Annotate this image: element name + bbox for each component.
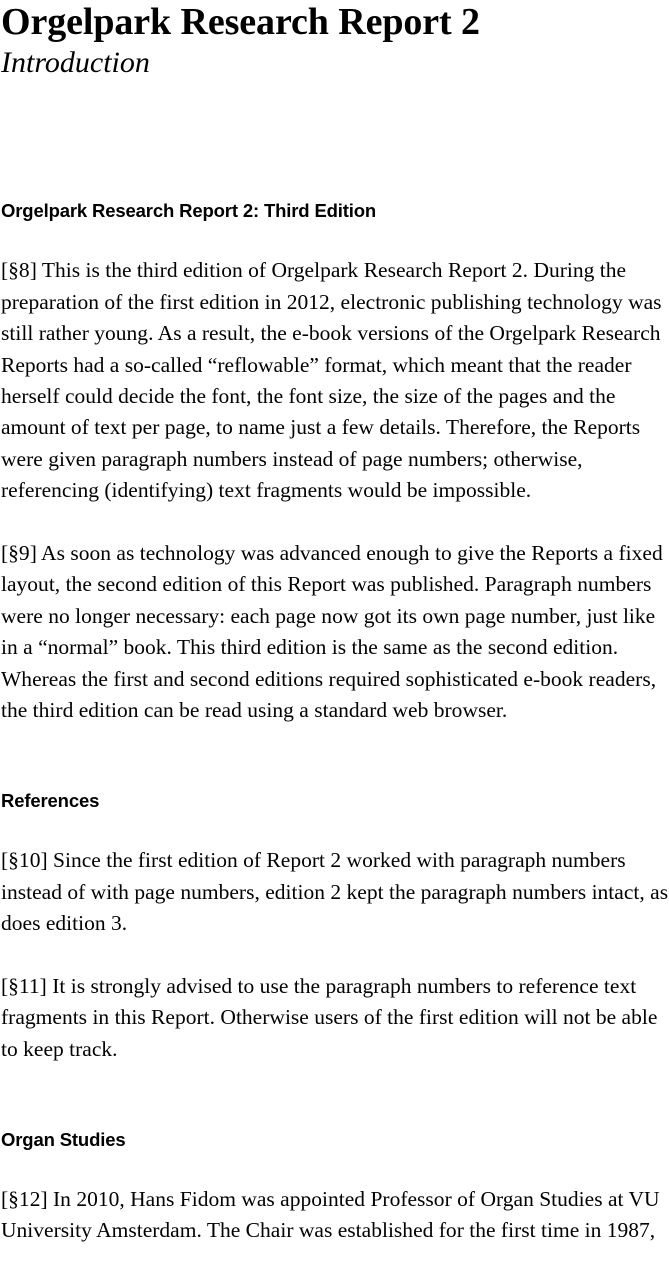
paragraph-8: [§8] This is the third edition of Orgelpark Research Report 2. During the preparation of the first edition in 2012, electronic publishing technology was still rather young. As a result, the e-book versions of the Orgelpark Research Reports had a so-called “reflowable” format, which meant that the reader herself could decide the font, the font size, the size of the pages and the amount of text per page, to name just a few details. Therefore, the Reports were given paragraph numbers instead of page numbers; otherwise, referencing (identifying) text fragments would be impossible. — [1, 258, 662, 503]
section-heading: References — [1, 789, 100, 811]
section-heading: Orgelpark Research Report 2: Third Edition — [1, 200, 377, 221]
page-subtitle: Introduction — [1, 46, 150, 79]
section-third-edition — [0, 198, 669, 758]
section-organ-studies — [0, 1127, 669, 1278]
page-title: Orgelpark Research Report 2 — [1, 1, 480, 43]
paragraph-11: [§11] It is strongly advised to use the paragraph numbers to reference text fragments in this Report. Otherwise users of the first edition will not be able to keep track. — [1, 973, 658, 1061]
section-heading: Organ Studies — [1, 1128, 126, 1150]
paragraph-9: [§9] As soon as technology was advanced enough to give the Reports a fixed layout, the second edition of this Report was published. Paragraph numbers were no longer necessary: each page now got its own page number, just like in a “normal” book. This third edition is the same as the second edition. Whereas the first and second editions required sophisticated e-book readers, the third edition can be read using a standard web browser. — [1, 541, 663, 723]
title-spacer — [0, 82, 669, 198]
section-body — [0, 224, 669, 758]
paragraph-12: [§12] In 2010, Hans Fidom was appointed Professor of Organ Studies at VU University Amsterdam. The Chair was established for the first time in 1987, — [1, 1186, 660, 1243]
section-body — [0, 1153, 669, 1278]
paragraph-10: [§10] Since the first edition of Report 2 worked with paragraph numbers instead of with page numbers, edition 2 kept the paragraph numbers intact, as does edition 3. — [1, 848, 669, 936]
section-references — [0, 788, 669, 1097]
section-body — [0, 814, 669, 1097]
